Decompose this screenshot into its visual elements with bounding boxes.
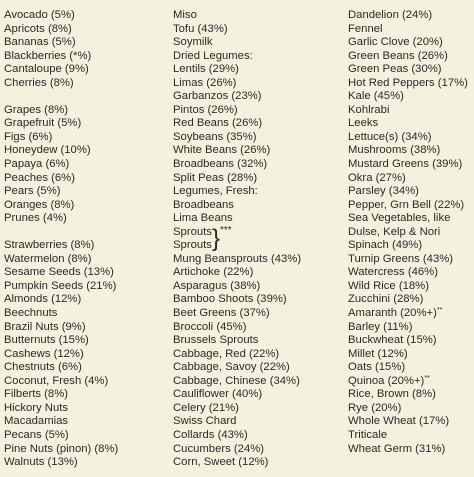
column-fruits-nuts-seeds — [4, 9, 118, 470]
list-item: Cabbage, Savoy (22%) — [173, 361, 290, 374]
list-item: Coconut, Fresh (4%) — [4, 374, 109, 387]
list-item: Celery (21%) — [173, 401, 239, 414]
list-item: Lima Beans — [173, 212, 233, 225]
list-item: Soybeans (35%) — [173, 130, 257, 143]
list-item: Cauliflower (40%) — [173, 388, 263, 401]
list-item: Garlic Clove (20%) — [348, 36, 443, 49]
list-item: Dried Legumes: — [173, 49, 253, 62]
sprouts-group — [173, 226, 301, 253]
list-item: Pine Nuts (pinon) (8%) — [4, 442, 119, 455]
list-item: Tofu (43%) — [173, 22, 228, 35]
list-item: Avocado (5%) — [4, 9, 75, 21]
list-item: Artichoke (22%) — [173, 266, 254, 279]
list-item: Apricots (8%) — [4, 22, 72, 35]
brace-symbol: } — [212, 224, 221, 252]
list-item: Chestnuts (6%) — [4, 361, 82, 374]
list-item: Leeks — [348, 117, 379, 130]
list-item: Bamboo Shoots (39%) — [173, 293, 287, 306]
list-item: Lettuce(s) (34%) — [348, 130, 432, 143]
list-item: Grapefruit (5%) — [4, 117, 82, 130]
list-item: Brazil Nuts (9%) — [4, 320, 86, 333]
list-item: Papaya (6%) — [4, 158, 70, 171]
list-item: Fennel — [348, 22, 383, 35]
list-item: Cashews (12%) — [4, 347, 84, 360]
list-item: Okra (27%) — [348, 171, 406, 184]
footnote-mark: *** — [220, 224, 232, 236]
list-item-text: Amaranth (20%+) — [348, 307, 437, 320]
list-item: Brussels Sprouts — [173, 334, 259, 347]
list-item: Cherries (8%) — [4, 76, 74, 89]
list-item: Blackberries (*%) — [4, 49, 92, 62]
list-item: Cucumbers (24%) — [173, 442, 265, 455]
list-item: Oats (15%) — [348, 361, 406, 374]
list-item: White Beans (26%) — [173, 144, 271, 157]
list-item: Barley (11%) — [348, 320, 413, 333]
list-item: Sesame Seeds (13%) — [4, 266, 114, 279]
list-item: Pepper, Grn Bell (22%) — [348, 198, 465, 211]
list-item: Figs (6%) — [4, 130, 53, 143]
list-item: Rice, Brown (8%) — [348, 388, 436, 401]
list-item: Zucchini (28%) — [348, 293, 424, 306]
list-item: Lentils (29%) — [173, 63, 239, 76]
list-item: Peaches (6%) — [4, 171, 75, 184]
list-item: Dulse, Kelp & Nori — [348, 225, 441, 238]
list-item: Mung Beansprouts (43%) — [173, 252, 302, 265]
list-item: Hot Red Peppers (17%) — [348, 76, 468, 89]
list-item: Watermelon (8%) — [4, 252, 92, 265]
list-item: Sprouts — [173, 225, 212, 238]
list-item: Bananas (5%) — [4, 36, 76, 49]
list-item: Green Peas (30%) — [348, 63, 442, 76]
list-item-amaranth — [348, 307, 468, 321]
list-item: Sprouts — [173, 239, 212, 252]
list-item: Filberts (8%) — [4, 388, 69, 401]
list-item: Asparagus (38%) — [173, 279, 261, 292]
list-item: Beet Greens (37%) — [173, 307, 270, 320]
list-item: Turnip Greens (43%) — [348, 252, 454, 265]
footnote-mark: ** — [424, 374, 430, 382]
list-item: Strawberries (8%) — [4, 239, 95, 252]
list-item: Hickory Nuts — [4, 401, 69, 414]
list-item: Split Peas (28%) — [173, 171, 258, 184]
list-item: Pintos (26%) — [173, 103, 238, 116]
list-item: Wild Rice (18%) — [348, 279, 429, 292]
list-item: Dandelion (24%) — [348, 9, 433, 21]
list-item: Mustard Greens (39%) — [348, 158, 463, 171]
list-item: Cabbage, Red (22%) — [173, 347, 280, 360]
list-item: Pears (5%) — [4, 185, 61, 198]
list-item: Broadbeans (32%) — [173, 158, 268, 171]
list-item: Watercress (46%) — [348, 266, 438, 279]
list-spacer — [4, 226, 118, 240]
list-item: Pumpkin Seeds (21%) — [4, 279, 117, 292]
list-item: Pecans (5%) — [4, 428, 69, 441]
list-item: Cabbage, Chinese (34%) — [173, 374, 300, 387]
list-item: Buckwheat (15%) — [348, 334, 437, 347]
list-item: Cantaloupe (9%) — [4, 63, 89, 76]
list-item: Prunes (4%) — [4, 212, 67, 225]
list-item: Spinach (49%) — [348, 239, 423, 252]
list-item: Swiss Chard — [173, 415, 237, 428]
list-spacer — [4, 90, 118, 104]
list-item: Kale (45%) — [348, 90, 404, 103]
list-item: Sea Vegetables, like — [348, 212, 451, 225]
column-vegetables-grains — [348, 9, 468, 456]
list-item: Corn, Sweet (12%) — [173, 456, 269, 469]
list-item: Beechnuts — [4, 307, 58, 320]
list-item: Almonds (12%) — [4, 293, 82, 306]
list-item: Miso — [173, 9, 197, 21]
list-item: Kohlrabi — [348, 103, 390, 116]
list-item: Millet (12%) — [348, 347, 408, 360]
list-item: Green Beans (26%) — [348, 49, 448, 62]
column-legumes-vegetables — [173, 9, 301, 470]
list-item: Macadamias — [4, 415, 69, 428]
list-item: Soymilk — [173, 36, 213, 49]
list-item: Grapes (8%) — [4, 103, 69, 116]
list-item: Honeydew (10%) — [4, 144, 91, 157]
list-item: Walnuts (13%) — [4, 456, 78, 469]
list-item: Broadbeans — [173, 198, 234, 211]
list-item: Rye (20%) — [348, 401, 402, 414]
list-item: Legumes, Fresh: — [173, 185, 258, 198]
list-item: Limas (26%) — [173, 76, 237, 89]
list-item: Whole Wheat (17%) — [348, 415, 450, 428]
list-item: Triticale — [348, 428, 388, 441]
list-item: Mushrooms (38%) — [348, 144, 441, 157]
list-item: Collards (43%) — [173, 428, 248, 441]
list-item-text: Quinoa (20%+) — [348, 374, 425, 387]
list-item: Parsley (34%) — [348, 185, 419, 198]
list-item: Wheat Germ (31%) — [348, 442, 446, 455]
list-item: Butternuts (15%) — [4, 334, 89, 347]
list-item: Oranges (8%) — [4, 198, 75, 211]
footnote-mark: ** — [436, 307, 443, 315]
list-item: Garbanzos (23%) — [173, 90, 262, 103]
list-item: Red Beans (26%) — [173, 117, 263, 130]
list-item-quinoa — [348, 375, 468, 389]
list-item: Broccoli (45%) — [173, 320, 247, 333]
